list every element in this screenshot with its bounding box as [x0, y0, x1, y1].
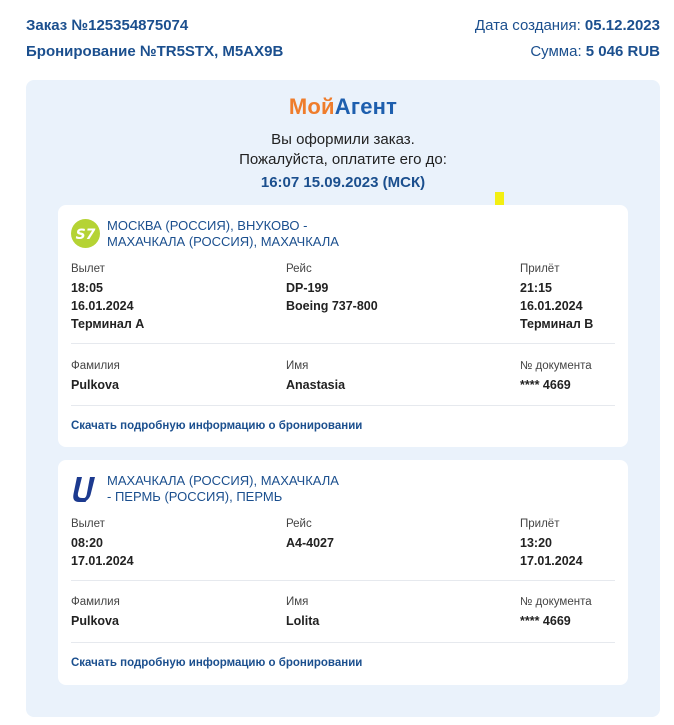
arrival-time: 13:20 — [520, 536, 552, 550]
route-line2: МАХАЧКАЛА (РОССИЯ), МАХАЧКАЛА — [107, 234, 339, 249]
download-booking-link[interactable]: Скачать подробную информацию о бронировании — [71, 420, 363, 432]
name-label: Имя — [286, 360, 309, 372]
sum-prefix: Сумма: — [530, 43, 582, 60]
surname-value: Pulkova — [71, 378, 119, 392]
payment-deadline: 16:07 15.09.2023 (МСК) — [260, 174, 426, 191]
divider — [71, 343, 615, 344]
name-value: Lolita — [286, 614, 320, 628]
s7-logo-icon — [71, 219, 100, 248]
sum-value: 5 046 RUB — [585, 43, 660, 60]
flight-number: DP-199 — [286, 281, 329, 295]
utair-logo-icon — [71, 474, 100, 503]
document-value: **** 4669 — [520, 614, 571, 628]
intro-text — [26, 130, 660, 170]
document-block — [520, 357, 592, 394]
departure-label: Вылет — [71, 518, 105, 530]
flight-block — [286, 260, 378, 315]
arrival-block — [520, 260, 593, 333]
flight-route — [107, 218, 339, 250]
sum-label — [530, 43, 660, 60]
created-prefix: Дата создания: — [474, 17, 581, 34]
departure-block — [71, 260, 144, 333]
divider — [71, 642, 615, 643]
departure-time: 18:05 — [71, 281, 103, 295]
header-row-bottom — [26, 43, 660, 60]
aircraft: Boeing 737-800 — [286, 299, 378, 313]
divider — [71, 405, 615, 406]
brand-part2: Агент — [334, 94, 398, 119]
name-block — [286, 357, 345, 394]
created-date: 05.12.2023 — [584, 17, 660, 34]
document-block — [520, 593, 592, 630]
departure-terminal: Терминал A — [71, 317, 145, 331]
document-value: **** 4669 — [520, 378, 571, 392]
surname-label: Фамилия — [71, 596, 120, 608]
arrival-label: Прилёт — [520, 518, 560, 530]
surname-block — [71, 593, 120, 630]
document-label: № документа — [520, 360, 592, 372]
departure-time: 08:20 — [71, 536, 103, 550]
divider — [71, 580, 615, 581]
flight-number: A4-4027 — [286, 536, 334, 550]
intro-line1: Вы оформили заказ. — [271, 131, 415, 148]
order-panel — [26, 80, 660, 717]
flight-block — [286, 515, 334, 552]
departure-block — [71, 515, 134, 570]
download-booking-link[interactable]: Скачать подробную информацию о бронировании — [71, 657, 363, 669]
flight-card-2 — [58, 460, 628, 685]
departure-date: 16.01.2024 — [71, 299, 134, 313]
arrival-terminal: Терминал B — [520, 317, 594, 331]
arrival-time: 21:15 — [520, 281, 552, 295]
flight-label: Рейс — [286, 518, 312, 530]
surname-value: Pulkova — [71, 614, 119, 628]
order-number: Заказ №125354875074 — [26, 17, 189, 34]
brand-part1: Мой — [288, 94, 335, 119]
name-value: Anastasia — [286, 378, 346, 392]
created-date-label — [475, 17, 660, 34]
arrival-date: 17.01.2024 — [520, 554, 583, 568]
intro-line2: Пожалуйста, оплатите его до: — [239, 151, 447, 168]
svg-text:S7: S7 — [75, 227, 96, 243]
arrival-label: Прилёт — [520, 263, 560, 275]
flight-route — [107, 473, 339, 505]
name-block — [286, 593, 319, 630]
document-label: № документа — [520, 596, 592, 608]
route-line1: МОСКВА (РОССИЯ), ВНУКОВО - — [107, 218, 308, 233]
brand-logo — [26, 94, 660, 120]
flight-card-1 — [58, 205, 628, 447]
name-label: Имя — [286, 596, 309, 608]
arrival-date: 16.01.2024 — [520, 299, 583, 313]
surname-label: Фамилия — [71, 360, 120, 372]
departure-date: 17.01.2024 — [71, 554, 134, 568]
route-line1: МАХАЧКАЛА (РОССИЯ), МАХАЧКАЛА — [107, 473, 339, 488]
flight-label: Рейс — [286, 263, 312, 275]
route-line2: - ПЕРМЬ (РОССИЯ), ПЕРМЬ — [107, 489, 283, 504]
booking-number: Бронирование №TR5STX, M5AX9B — [26, 43, 284, 60]
arrival-block — [520, 515, 583, 570]
departure-label: Вылет — [71, 263, 105, 275]
header-row-top — [26, 17, 660, 34]
surname-block — [71, 357, 120, 394]
